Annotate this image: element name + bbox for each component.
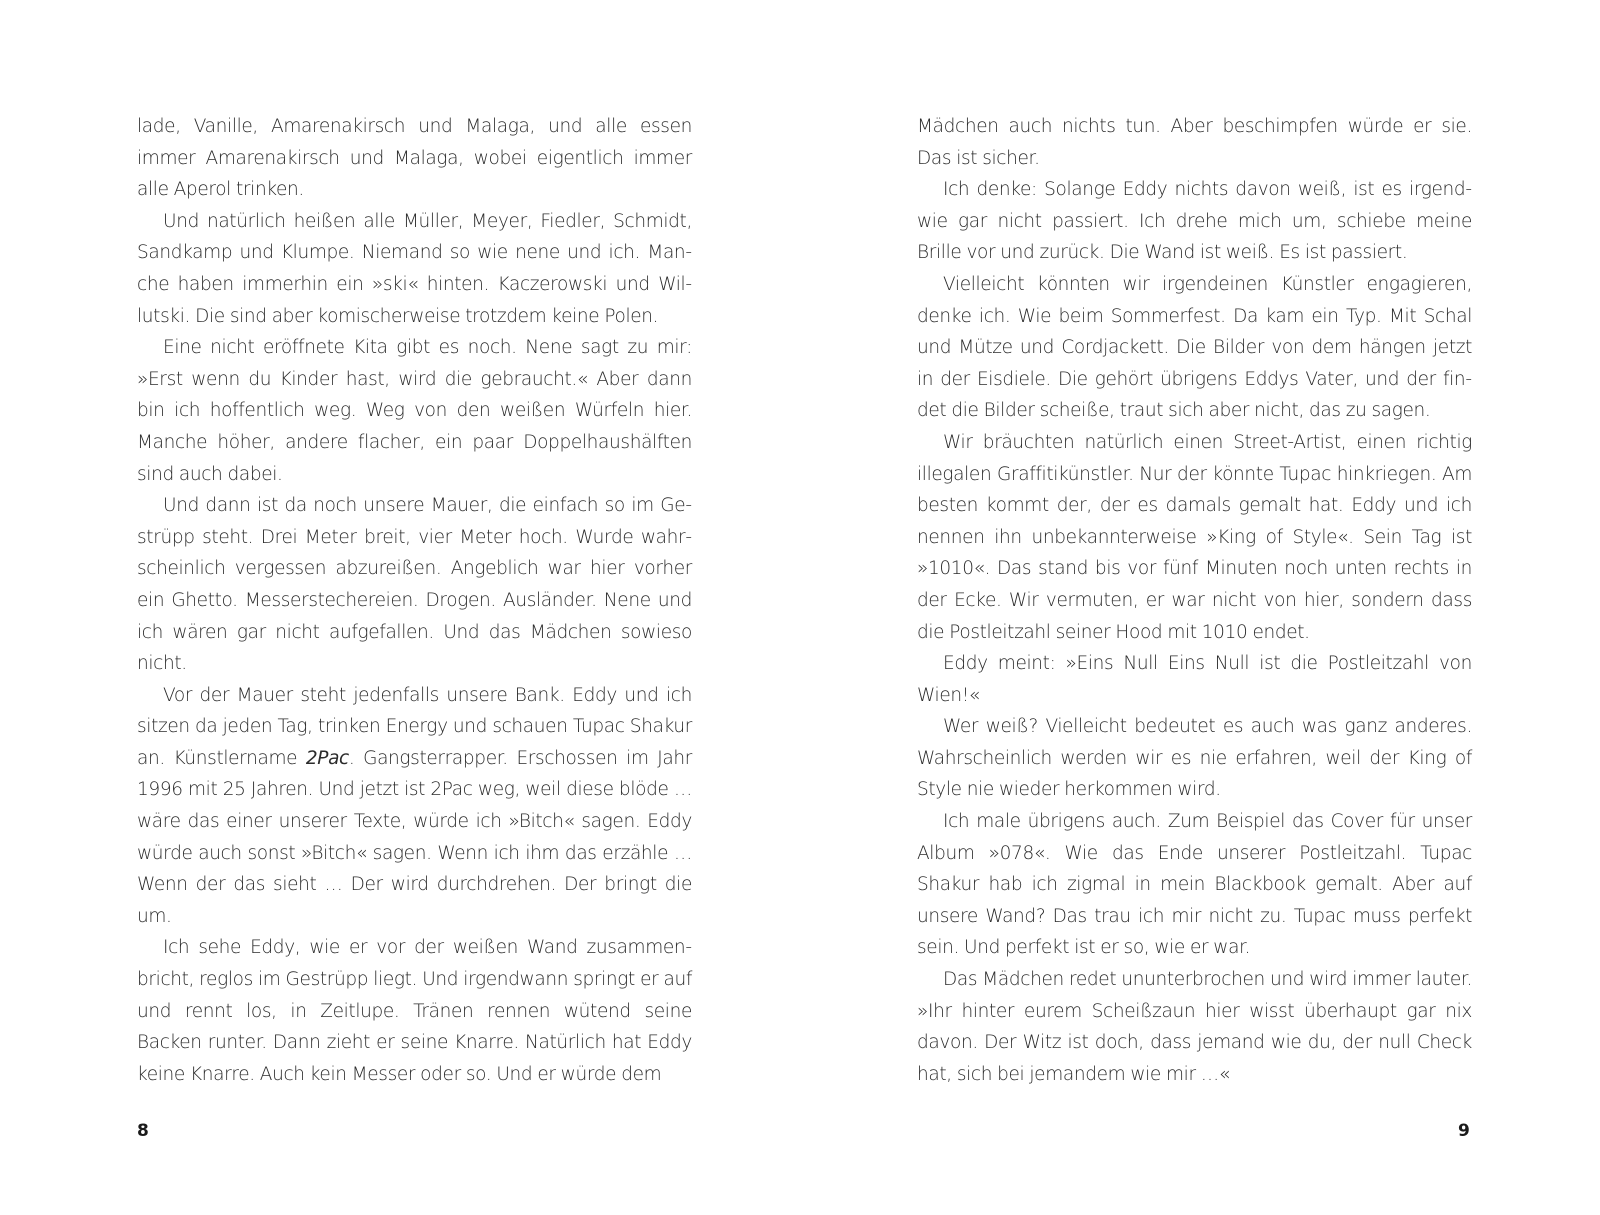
paragraph: Eine nicht eröffnete Kita gibt es noch. Nene sagt zu mir: »Erst wenn du Kinder hast, wird die gebraucht.« Aber dann bin ich hoffentlich weg. Weg von den weißen Würfeln hier. Manche höher, andere flacher, ein paar Doppelhaushälften sind auch dabei. (137, 337, 692, 485)
paragraph: lade, Vanille, Amarenakirsch und Malaga, und alle essen immer Amarenakirsch und Malaga, wobei eigentlich immer alle Aperol trinken. (137, 116, 692, 201)
paragraph: Ich sehe Eddy, wie er vor der weißen Wand zusammenbricht, reglos im Gestrüpp liegt. Und irgendwann springt er auf und rennt los, in Zeitlupe. Tränen rennen wütend seine Backen runter. Dann zieht er seine Knarre. Natürlich hat Eddy keine Knarre. Auch kein Messer oder so. Und er würde dem (137, 937, 692, 1085)
paragraph: Und dann ist da noch unsere Mauer, die einfach so im Gestrüpp steht. Drei Meter breit, vier Meter hoch. Wurde wahrscheinlich vergessen abzureißen. Angeblich war hier vorher ein Ghetto. Messerstechereien. Drogen. Ausländer. Nene und ich wären gar nicht aufgefallen. Und das Mädchen sowieso nicht. (137, 495, 692, 675)
paragraph: Vielleicht könnten wir irgendeinen Künstler engagieren, denke ich. Wie beim Sommerfest. Da kam ein Typ. Mit Schal und Mütze und Cordjackett. Die Bilder von dem hängen jetzt in der Eisdiele. Die gehört übrigens Eddys Vater, und der findet die Bilder scheiße, traut sich aber nicht, das zu sagen. (917, 273, 1472, 422)
left-page (137, 111, 692, 1090)
paragraph: Wir bräuchten natürlich einen Street-Artist, einen richtig illegalen Graffitikünstler. Nur der könnte Tupac hinkriegen. Am besten kommt der, der es damals gemalt hat. Eddy und ich nennen ihn unbekannterweise »King of Style«. Sein Tag ist »1010«. Das stand bis vor fünf Minuten noch unten rechts in der Ecke. Wir vermuten, er war nicht von hier, sondern dass die Postleitzahl seiner Hood mit 1010 endet. (917, 431, 1472, 643)
paragraph: Und natürlich heißen alle Müller, Meyer, Fiedler, Schmidt, Sandkamp und Klumpe. Niemand so wie nene und ich. Manche haben immerhin ein »ski« hinten. Kaczerowski und Willutski. Die sind aber komischerweise trotzdem keine Polen. (137, 210, 692, 327)
page-number-left: 8 (137, 1121, 149, 1141)
artist-name-italic: 2Pac (305, 747, 349, 769)
paragraph: Ich male übrigens auch. Zum Beispiel das Cover für unser Album »078«. Wie das Ende unserer Postleitzahl. Tupac Shakur hab ich zigmal in mein Blackbook gemalt. Aber auf unsere Wand? Das trau ich mir nicht zu. Tupac muss perfekt sein. Und perfekt ist er so, wie er war. (917, 811, 1472, 959)
paragraph: Mädchen auch nichts tun. Aber beschimpfen würde er sie. Das ist sicher. (917, 116, 1472, 169)
page-number-right: 9 (1458, 1121, 1470, 1141)
paragraph (137, 680, 692, 933)
paragraph-text: Vor der Mauer steht jedenfalls unsere Bank. Eddy und ich sitzen da jeden Tag, trinken Energy und schauen Tupac Shakur an. Künstlername (137, 684, 692, 769)
paragraph: Wer weiß? Vielleicht bedeutet es auch was ganz anderes. Wahrscheinlich werden wir es nie erfahren, weil der King of Style nie wieder herkommen wird. (917, 716, 1472, 801)
paragraph: Das Mädchen redet ununterbrochen und wird immer lauter. »Ihr hinter eurem Scheißzaun hier wisst überhaupt gar nix davon. Der Witz ist doch, dass jemand wie du, der null Check hat, sich bei jemandem wie mir …« (917, 969, 1472, 1085)
paragraph-text: . Gangsterrapper. Erschossen im Jahr 1996 mit 25 Jahren. Und jetzt ist 2Pac weg, weil diese blöde … wäre das einer unserer Texte, würde ich »Bitch« sagen. Eddy würde auch sonst »Bitch« sagen. Wenn ich ihm das erzähle … Wenn der das sieht … Der wird durchdrehen. Der bringt die um. (137, 747, 692, 927)
paragraph: Eddy meint: »Eins Null Eins Null ist die Postleitzahl von Wien!« (917, 653, 1472, 706)
paragraph: Ich denke: Solange Eddy nichts davon weiß, ist es irgendwie gar nicht passiert. Ich drehe mich um, schiebe meine Brille vor und zurück. Die Wand ist weiß. Es ist passiert. (917, 179, 1472, 264)
right-page (917, 111, 1472, 1090)
